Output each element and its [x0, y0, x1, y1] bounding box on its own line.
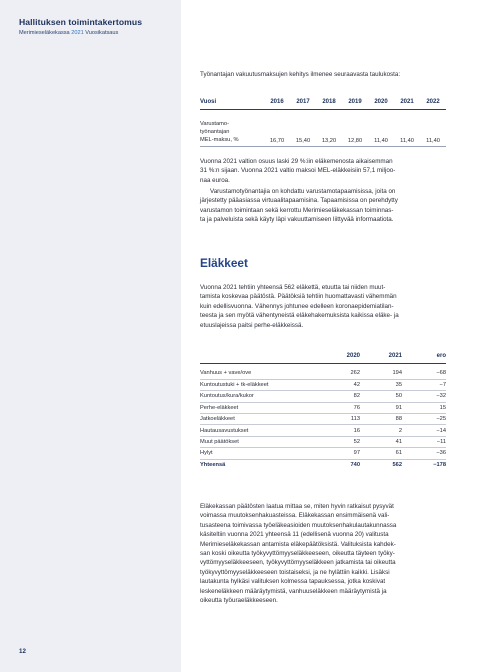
pension-decisions-paragraph [200, 283, 444, 330]
text-line: Eläkekassan päätösten laatua mittaa se, miten hyvin ratkaisut pysyvät [200, 503, 394, 510]
column-header: 2021 [394, 96, 420, 109]
text-line: 31 %:n sijaan. Vuonna 2021 valtio maksoi MEL-eläkkeisiin 57,1 miljoo- [200, 167, 396, 175]
table-cell: −11 [402, 436, 446, 447]
text-line: Merimieseläkekassan antamista eläkepäätöksistä. Valituksista kahdek- [200, 540, 396, 548]
table-cell: 15,40 [290, 109, 316, 146]
table-cell: 76 [318, 402, 360, 413]
table-row [200, 109, 446, 146]
table-cell: 82 [318, 391, 360, 402]
table-cell: −36 [402, 448, 446, 459]
row-label: Jatkoeläkkeet [200, 414, 318, 425]
text-line: työkyvyttömyyseläkkeeseen toistaiseksi, ja ne hylättiin kaikki. Lisäksi [200, 568, 390, 576]
table-cell: −178 [433, 462, 446, 469]
text-line: oikeutta työuraeläkkeeseen. [200, 597, 278, 605]
subtitle-year: 2021 [71, 30, 84, 36]
table-cell: −25 [402, 414, 446, 425]
column-header: 2018 [316, 96, 342, 109]
table-cell: 11,40 [394, 109, 420, 146]
table-cell: 13,20 [316, 109, 342, 146]
state-share-paragraph [200, 157, 444, 185]
table-cell: 113 [318, 414, 360, 425]
column-header: 2020 [318, 350, 360, 363]
text-line: järjestetty pääasiassa virtuaalitapaamisina. Tapaamisissa on perehdytty [200, 197, 398, 205]
text-line: vyttömyyseläkkeeseen, työkyvyttömyyseläkkeen jatkamista tai oikeutta [200, 559, 396, 567]
intro-paragraph [200, 70, 444, 79]
row-label: Perhe-eläkkeet [200, 402, 318, 413]
subtitle-suffix: Vuosikatsaus [85, 30, 119, 36]
table-cell: 740 [350, 462, 360, 469]
table-row [200, 414, 446, 425]
table-cell: 88 [360, 414, 402, 425]
table-cell: 16 [318, 425, 360, 436]
total-label: Yhteensä [200, 462, 226, 469]
table-cell: −7 [402, 379, 446, 390]
subtitle-org: Merimieseläkekassa [19, 30, 70, 36]
report-subtitle [19, 30, 118, 36]
table-total-row [200, 459, 446, 470]
table-cell: 61 [360, 448, 402, 459]
table-cell: −14 [402, 425, 446, 436]
table-header-row [200, 350, 446, 363]
row-label: Hautausavustukset [200, 425, 318, 436]
text-line: etuuslajeissa paitsi perhe-eläkkeissä. [200, 321, 304, 329]
row-label-line: työnantajan [200, 128, 230, 135]
row-label-line: Varustamo- [200, 120, 229, 127]
row-label: Vanhuus + vave/ove [200, 368, 318, 379]
table-cell: −68 [402, 368, 446, 379]
contribution-table [200, 96, 446, 147]
table-cell: 2 [360, 425, 402, 436]
text-line: tamista koskevaa päätöstä. Päätöksiä tehtiin huomattavasti vähemmän [200, 293, 397, 301]
table-cell: 11,40 [420, 109, 446, 146]
table-cell: 97 [318, 448, 360, 459]
column-header: 2022 [420, 96, 446, 109]
table-cell: 42 [318, 379, 360, 390]
row-label: Kuntoutus/kura/kukor [200, 391, 318, 402]
row-label-line: MEL-maksu, % [200, 136, 239, 143]
text-line: leskeneläkkeen määräytymistä, vanhuuseläkkeen määräytymistä ja [200, 587, 387, 595]
page-number: 12 [19, 648, 26, 655]
table-header-row [200, 96, 446, 109]
text-line: voimassa muutoksenhakuasteissa. Eläkekassan ensimmäisenä vali- [200, 512, 390, 520]
table-cell: 562 [392, 462, 402, 469]
column-header: 2019 [342, 96, 368, 109]
text-line: naa euroa. [200, 176, 230, 184]
shipowner-meetings-paragraph [200, 187, 444, 225]
report-title: Hallituksen toimintakertomus [19, 17, 143, 27]
column-header: 2021 [360, 350, 402, 363]
table-cell: 194 [360, 368, 402, 379]
text-line: Vuonna 2021 valtion osuus laski 29 %:iin eläkemenosta aikaisemman [200, 158, 393, 165]
text-line: Työnantajan vakuutusmaksujen kehitys ilmenee seuraavasta taulukosta: [200, 71, 401, 78]
table-cell: 35 [360, 379, 402, 390]
text-line: käsiteltiin vuonna 2021 yhteensä 11 (edellisenä vuonna 20) valitusta [200, 531, 389, 539]
table-cell: 91 [360, 402, 402, 413]
table-row [200, 391, 446, 402]
column-header: Vuosi [200, 96, 264, 109]
text-line: lautakunta hylkäsi valituksen kolmessa tapauksessa, jotka koskivat [200, 578, 386, 586]
row-label: Muut päätökset [200, 436, 318, 447]
column-header [200, 350, 318, 363]
table-row [200, 379, 446, 390]
pension-decisions-table [200, 350, 446, 471]
table-row [200, 436, 446, 447]
table-cell: 262 [318, 368, 360, 379]
row-label [200, 109, 264, 146]
table-cell: −32 [402, 391, 446, 402]
text-line: varustamon toimintaan sekä kerrottu Merimieseläkekassan toiminnas- [200, 206, 394, 214]
table-row [200, 368, 446, 379]
text-line: san koski oikeutta työkyvyttömyyseläkkeeseen, oikeutta täyteen työky- [200, 550, 395, 558]
table-cell: 52 [318, 436, 360, 447]
table-cell: 41 [360, 436, 402, 447]
text-line: kuin edellisvuonna. Vähennys johtunee edelleen koronaepidemiatilan- [200, 302, 394, 310]
table-cell: 50 [360, 391, 402, 402]
text-line: Vuonna 2021 tehtiin yhteensä 562 eläkettä, etuutta tai niiden muut- [200, 284, 386, 291]
text-line: tusasteena toimivassa työeläkeasioiden muutoksenhakulautakunnassa [200, 521, 397, 529]
section-title: Eläkkeet [200, 256, 248, 270]
text-line: Varustamotyönantajia on kohdattu varustamotapaamisissa, joita on [210, 188, 396, 195]
column-header: 2017 [290, 96, 316, 109]
appeals-paragraph [200, 502, 444, 605]
table-cell: 15 [402, 402, 446, 413]
column-header: 2020 [368, 96, 394, 109]
table-row [200, 402, 446, 413]
table-cell: 12,80 [342, 109, 368, 146]
table-row [200, 425, 446, 436]
table-row [200, 448, 446, 459]
text-line: teesta ja sen myötä vähentyneistä eläkehakemuksista kaikissa eläke- ja [200, 312, 399, 320]
row-label: Hylyt [200, 448, 318, 459]
column-header: 2016 [264, 96, 290, 109]
text-line: ta ja palveluista sekä käyty läpi vakuuttamiseen liittyvää informaatiota. [200, 216, 394, 224]
sidebar-panel [0, 0, 181, 672]
table-cell: 16,70 [264, 109, 290, 146]
row-label: Kuntoutustuki + tk-eläkkeet [200, 379, 318, 390]
column-header: ero [402, 350, 446, 363]
table-cell: 11,40 [368, 109, 394, 146]
